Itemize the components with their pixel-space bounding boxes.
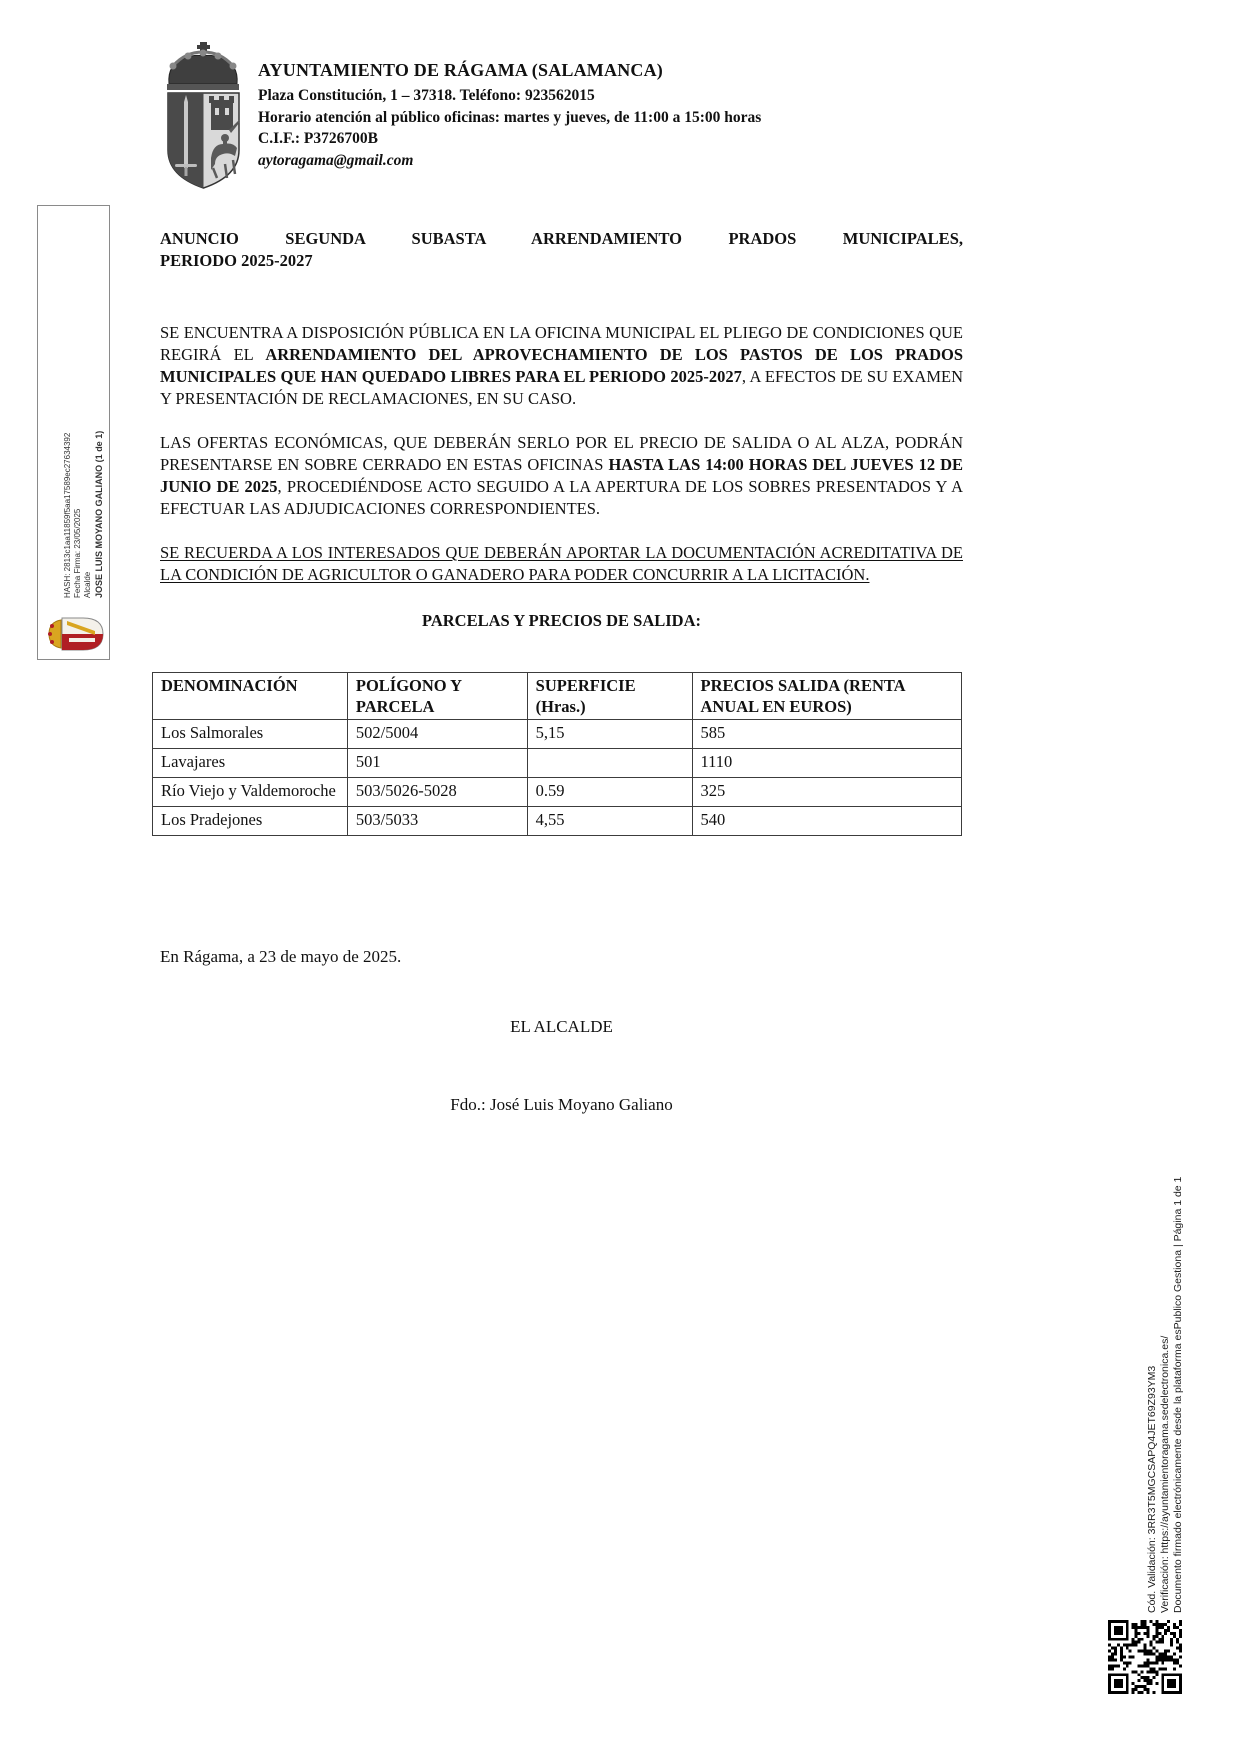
table-row (153, 749, 962, 778)
qr-code-icon (1108, 1620, 1182, 1694)
signature-hash: HASH: 2813c1aa11859f5aa17589ec27634392 (63, 432, 72, 598)
color-stamp-icon (45, 612, 107, 656)
table-cell: 0.59 (527, 778, 692, 807)
table-cell: 503/5026-5028 (347, 778, 527, 807)
paragraph-conditions: SE ENCUENTRA A DISPOSICIÓN PÚBLICA EN LA OFICINA MUNICIPAL EL PLIEGO DE CONDICIONES QUE REGIRÁ EL ARRENDAMIENTO DEL APROVECHAMIENTO DE LOS PASTOS DE LOS PRADOS MUNICIPALES QUE HAN QUEDADO LIBRES PARA EL PERIODO 2025-2027, A EFECTOS DE SU EXAMEN Y PRESENTACIÓN DE RECLAMACIONES, EN SU CASO. (160, 323, 963, 408)
validation-code-line: Cód. Validación: 3RR3T5MGCSAPQ4JET69Z93YM3 (1146, 1365, 1158, 1613)
coat-of-arms-icon (155, 40, 252, 192)
table-cell: Río Viejo y Valdemoroche (153, 778, 348, 807)
column-header: DENOMINACIÓN (153, 673, 348, 720)
office-hours-line: Horario atención al público oficinas: martes y jueves, de 11:00 a 15:00 horas (258, 108, 762, 126)
municipality-name: AYUNTAMIENTO DE RÁGAMA (SALAMANCA) (258, 60, 663, 80)
announcement-title (160, 228, 963, 272)
paragraph-offers: LAS OFERTAS ECONÓMICAS, QUE DEBERÁN SERLO POR EL PRECIO DE SALIDA O AL ALZA, PODRÁN PRESENTARSE EN SOBRE CERRADO EN ESTAS OFICINAS HASTA LAS 14:00 HORAS DEL JUEVES 12 DE JUNIO DE 2025, PROCEDIÉNDOSE ACTO SEGUIDO A LA APERTURA DE LOS SOBRES PRESENTADOS Y A EFECTUAR LAS ADJUDICACIONES CORRESPONDIENTES. (160, 433, 964, 518)
document-body (160, 228, 963, 1116)
table-cell: 325 (692, 778, 962, 807)
table-cell: Los Salmorales (153, 720, 348, 749)
email-line: aytoragama@gmail.com (258, 151, 414, 169)
signature-margin-text (63, 348, 107, 598)
table-row (153, 720, 962, 749)
table-cell: Lavajares (153, 749, 348, 778)
table-cell: 501 (347, 749, 527, 778)
address-line: Plaza Constitución, 1 – 37318. Teléfono: 923562015 (258, 87, 595, 104)
signer-role: Alcalde (83, 571, 92, 598)
table-cell: 540 (692, 807, 962, 836)
signed-by-line: Fdo.: José Luis Moyano Galiano (450, 1095, 673, 1114)
announcement-title-line2: PERIODO 2025-2027 (160, 251, 313, 270)
table-cell: 502/5004 (347, 720, 527, 749)
table-cell: 4,55 (527, 807, 692, 836)
column-header: POLÍGONO Y PARCELA (347, 673, 527, 720)
table-header-row (153, 673, 962, 720)
verification-url-line: Verificación: https://ayuntamientoragama.sedelectronica.es/ (1159, 1335, 1171, 1613)
table-cell: 5,15 (527, 720, 692, 749)
signature-date: Fecha Firma: 23/05/2025 (73, 508, 82, 598)
table-cell: Los Pradejones (153, 807, 348, 836)
paragraph-reminder: SE RECUERDA A LOS INTERESADOS QUE DEBERÁN APORTAR LA DOCUMENTACIÓN ACREDITATIVA DE LA CONDICIÓN DE AGRICULTOR O GANADERO PARA PODER CONCURRIR A LA LICITACIÓN. (160, 543, 963, 584)
announcement-title-line1: ANUNCIO SEGUNDA SUBASTA ARRENDAMIENTO PRADOS MUNICIPALES, (160, 229, 963, 248)
place-date-line: En Rágama, a 23 de mayo de 2025. (160, 947, 402, 966)
signer-title-line: EL ALCALDE (510, 1017, 613, 1036)
column-header: PRECIOS SALIDA (RENTA ANUAL EN EUROS) (692, 673, 962, 720)
table-row (153, 807, 962, 836)
section-heading: PARCELAS Y PRECIOS DE SALIDA: (421, 611, 701, 630)
parcels-table (152, 672, 962, 836)
table-cell (527, 749, 692, 778)
letterhead (258, 60, 978, 171)
platform-note-line: Documento firmado electrónicamente desde la plataforma esPublico Gestiona | Página 1 de 1 (1172, 1176, 1184, 1613)
verification-margin-text (1146, 1083, 1186, 1613)
table-row (153, 778, 962, 807)
table-cell: 1110 (692, 749, 962, 778)
column-header: SUPERFICIE (Hras.) (527, 673, 692, 720)
table-cell: 503/5033 (347, 807, 527, 836)
signer-name: JOSE LUIS MOYANO GALIANO (1 de 1) (94, 430, 104, 598)
table-cell: 585 (692, 720, 962, 749)
cif-line: C.I.F.: P3726700B (258, 130, 378, 147)
